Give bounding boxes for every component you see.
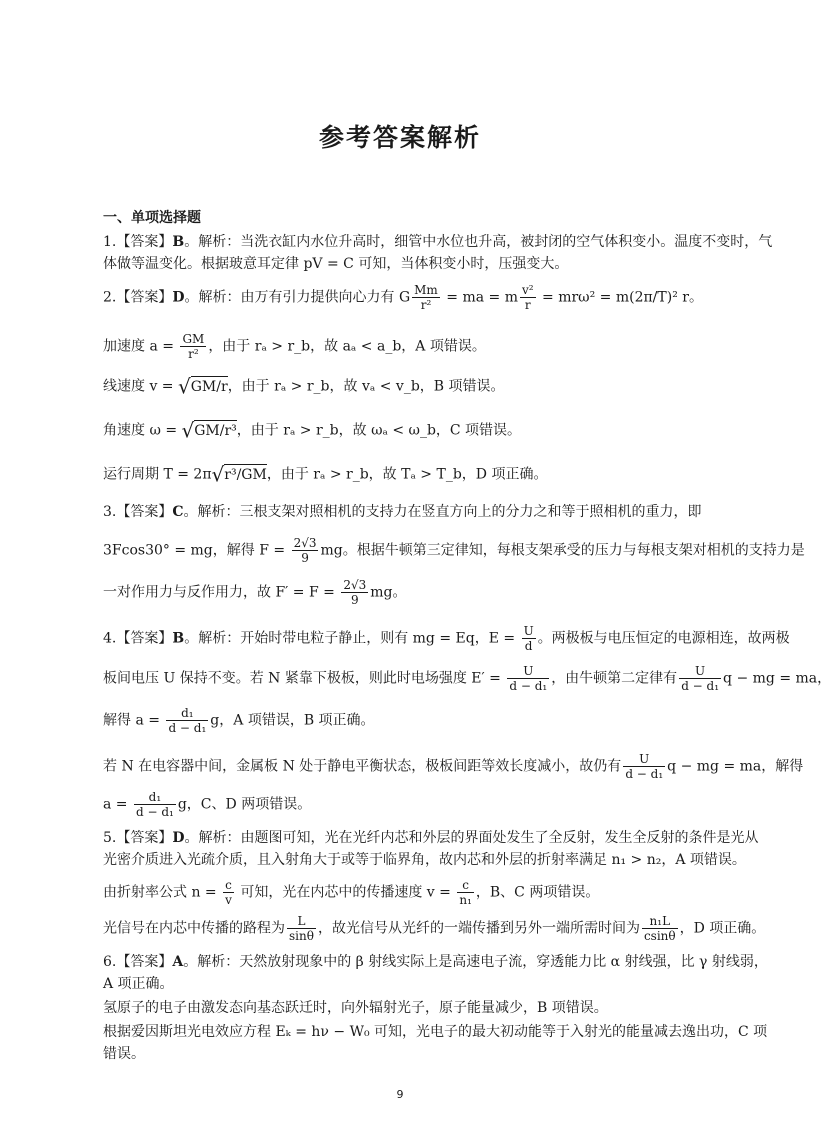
- q4-line1: [103, 624, 790, 653]
- q4-frac-e: $\frac{U}{\text{d − d₁}}$: [509, 664, 548, 693]
- q2-lead: 。解析：由万有引力提供向心力有 G: [184, 289, 411, 306]
- q4-text1a: 。解析：开始时带电粒子静止，则有 mg = Eq，E =: [184, 630, 520, 647]
- q5-text4a: 光信号在内芯中传播的路程为: [103, 920, 285, 937]
- q1-answer: B: [172, 234, 185, 250]
- q4-line3: [103, 706, 743, 735]
- q3-frac-2: $\frac{2√3}{9}$: [343, 578, 367, 607]
- q4-text3a: 解得 a =: [103, 712, 165, 729]
- q2-vel-b: ，由于 rₐ > r_b，故 vₐ < v_b，B 项错误。: [227, 378, 505, 395]
- q2-per-sqrt: √r³/GM: [211, 462, 267, 487]
- q2-eq1: = ma = m: [441, 289, 518, 306]
- q4-frac-a: $\frac{\text{d₁}}{\text{d − d₁}}$: [168, 706, 207, 735]
- q6-line1: [103, 952, 768, 972]
- q5-frac-v: $\frac{c}{\text{n₁}}$: [459, 878, 472, 907]
- q5-text3c: ，B、C 两项错误。: [475, 884, 600, 901]
- q5-text4c: ，D 项正确。: [679, 920, 766, 937]
- q5-text4b: ，故光信号从光纤的一端传播到另外一端所需时间为: [317, 920, 640, 937]
- q2-ang: [103, 420, 743, 441]
- q5-frac-t: $\frac{\text{n₁L}}{csin\theta}$: [643, 914, 676, 943]
- q3-frac: $\frac{2√3}{9}$: [293, 536, 317, 565]
- q5-text3a: 由折射率公式 n =: [103, 884, 222, 901]
- q6-line5: 错误。: [103, 1046, 145, 1062]
- q2-vel: [103, 376, 743, 397]
- q2-per-b: ，由于 rₐ > r_b，故 Tₐ > T_b，D 项正确。: [266, 466, 548, 483]
- q2-acc-a: 加速度 a =: [103, 338, 179, 355]
- q3-text3a: 一对作用力与反作用力，故 F′ = F =: [103, 584, 340, 601]
- q4-text3b: g，A 项错误，B 项正确。: [210, 712, 375, 729]
- q4-frac-a2: $\frac{\text{d₁}}{\text{d − d₁}}$: [135, 790, 174, 819]
- q2-ang-a: 角速度 ω =: [103, 422, 182, 439]
- q1-line1: [103, 232, 773, 252]
- page-title: 参考答案解析: [318, 123, 481, 152]
- q3-text2a: 3Fcos30° = mg，解得 F =: [103, 542, 290, 559]
- q5-line3: [103, 878, 743, 907]
- q5-frac-n: $\frac{c}{v}$: [225, 878, 232, 907]
- q6-answer: A: [172, 954, 184, 970]
- q2-acc-frac: $\frac{GM}{\text{r²}}$: [182, 332, 205, 361]
- section-heading: 一、单项选择题: [103, 210, 201, 226]
- q3-line2: [103, 536, 805, 565]
- q6-text1: 。解析：天然放射现象中的 β 射线实际上是高速电子流，穿透能力比 α 射线强，比 γ 射线弱，: [183, 954, 768, 970]
- q5-frac-l: $\frac{L}{\sin\theta}$: [289, 914, 314, 943]
- q4-line2: [103, 664, 831, 693]
- q4-text2c: q − mg = ma，: [723, 670, 831, 687]
- q5-answer: D: [172, 830, 185, 846]
- q6-line3: 氢原子的电子由激发态向基态跃迁时，向外辐射光子，原子能量减少，B 项错误。: [103, 1000, 608, 1016]
- q2-answer: D: [172, 289, 185, 306]
- q6-line4: 根据爱因斯坦光电效应方程 Eₖ = hν − W₀ 可知，光电子的最大初动能等于入射光的能量减去逸出功，C 项: [103, 1024, 768, 1040]
- q2-vel-sqrt: √GM/r: [178, 374, 228, 399]
- q4-text4b: q − mg = ma，解得: [667, 758, 804, 775]
- q4-text1b: 。两极板与电压恒定的电源相连，故两极: [537, 630, 790, 647]
- q4-frac-e3: $\frac{U}{\text{d − d₁}}$: [625, 752, 664, 781]
- q5-line1: [103, 828, 759, 848]
- q2-per-a: 运行周期 T = 2π: [103, 466, 212, 483]
- q3-answer: C: [172, 504, 184, 520]
- q5-text1: 。解析：由题图可知，光在光纤内芯和外层的界面处发生了全反射，发生全反射的条件是光从: [184, 830, 759, 846]
- q5-line2: 光密介质进入光疏介质，且入射角大于或等于临界角，故内芯和外层的折射率满足 n₁ > n₂，A 项错误。: [103, 852, 746, 868]
- q2-ang-b: ，由于 rₐ > r_b，故 ωₐ < ω_b，C 项错误。: [236, 422, 522, 439]
- q4-text5b: g，C、D 两项错误。: [177, 796, 312, 813]
- q3-number: 3.【答案】: [103, 504, 173, 520]
- q2-eq2: = mrω² = m(2π/T)² r。: [537, 289, 703, 306]
- q2-acc-b: ，由于 rₐ > r_b，故 aₐ < a_b，A 项错误。: [208, 338, 486, 355]
- q4-answer: B: [172, 630, 185, 647]
- q3-text3b: mg。: [370, 584, 407, 601]
- q4-text5a: a =: [103, 796, 132, 813]
- q4-text4a: 若 N 在电容器中间，金属板 N 处于静电平衡状态，极板间距等效长度减小，故仍有: [103, 758, 622, 775]
- q5-text3b: 可知，光在内芯中的传播速度 v =: [235, 884, 456, 901]
- q2-line1: [103, 283, 743, 312]
- q6-line2: A 项正确。: [103, 976, 174, 992]
- q5-number: 5.【答案】: [103, 830, 173, 846]
- q3-text2b: mg。根据牛顿第三定律知，每根支架承受的压力与每根支架对相机的支持力是: [320, 542, 805, 559]
- q4-frac-u: $\frac{U}{d}$: [523, 624, 534, 653]
- q1-number: 1.【答案】: [103, 234, 173, 250]
- page-number: 9: [396, 1088, 404, 1101]
- q4-number: 4.【答案】: [103, 630, 173, 647]
- q2-vel-a: 线速度 v =: [103, 378, 178, 395]
- q4-frac-e2: $\frac{U}{\text{d − d₁}}$: [681, 664, 720, 693]
- q3-text1: 。解析：三根支架对照相机的支持力在竖直方向上的分力之和等于照相机的重力，即: [183, 504, 702, 520]
- q1-text1: 。解析：当洗衣缸内水位升高时，细管中水位也升高，被封闭的空气体积变小。温度不变时，气: [184, 234, 773, 250]
- q2-ang-sqrt: √GM/r³: [181, 418, 237, 443]
- q2-frac-gm: $\frac{Mm}{\text{r²}}$: [414, 283, 438, 312]
- q4-line5: [103, 790, 743, 819]
- q2-frac-v: $\frac{\text{v²}}{r}$: [521, 283, 534, 312]
- q5-line4: [103, 914, 766, 943]
- q2-per: [103, 464, 743, 485]
- q1-line2: 体做等温变化。根据玻意耳定律 pV = C 可知，当体积变小时，压强变大。: [103, 256, 569, 272]
- q3-line3: [103, 578, 743, 607]
- q2-acc: [103, 332, 743, 361]
- q4-text2b: ，由牛顿第二定律有: [551, 670, 678, 687]
- q4-text2a: 板间电压 U 保持不变。若 N 紧靠下极板，则此时电场强度 E′ =: [103, 670, 506, 687]
- q4-line4: [103, 752, 804, 781]
- q3-line1: [103, 502, 743, 522]
- q6-number: 6.【答案】: [103, 954, 173, 970]
- q2-number: 2.【答案】: [103, 289, 173, 306]
